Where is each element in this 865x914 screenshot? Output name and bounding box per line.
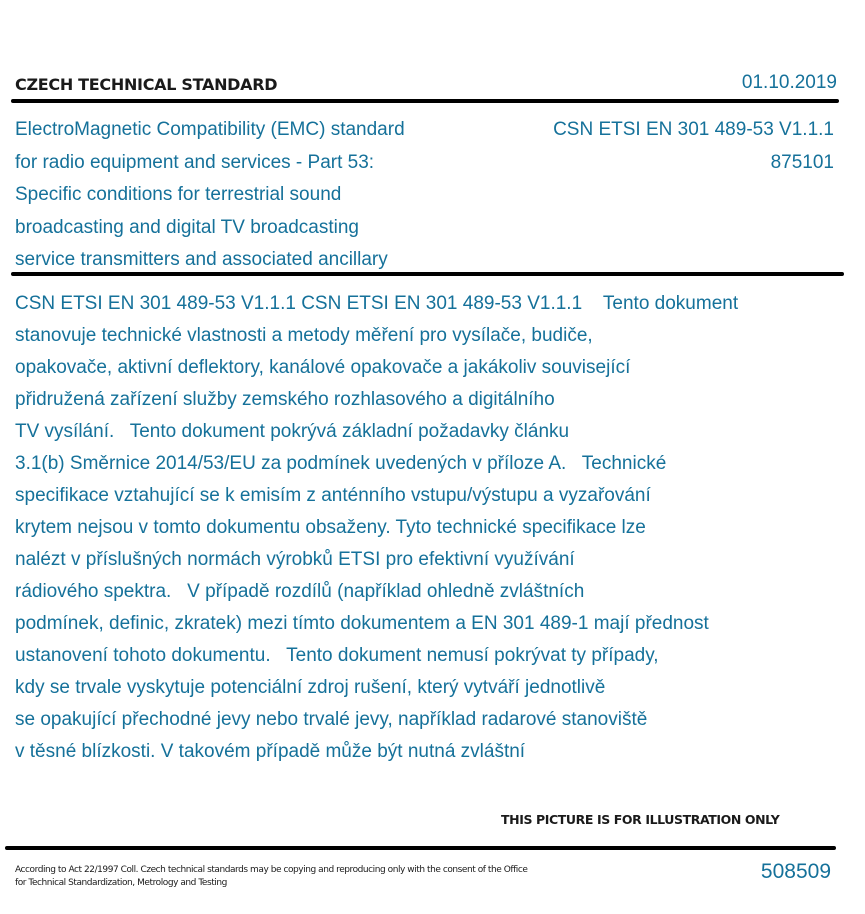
standard-code: CSN ETSI EN 301 489-53 V1.1.1 [553,119,834,140]
abstract-text [15,288,738,768]
title-line: for radio equipment and services - Part 53: [15,151,375,173]
footer-divider [5,846,836,850]
abstract-line: TV vysílání. Tento dokument pokrývá základní požadavky článku [15,421,570,442]
standard-identifiers [553,114,834,179]
title-line: service transmitters and associated ancillary [15,249,388,270]
abstract-line: rádiového spektra. V případě rozdílů (například ohledně zvláštních [15,581,585,602]
legal-line: for Technical Standardization, Metrology and Testing [15,878,227,888]
abstract-line: kdy se trvale vyskytuje potenciální zdroj rušení, který vytváří jednotlivě [15,677,606,698]
class-number: 875101 [770,151,834,173]
illustration-disclaimer: THIS PICTURE IS FOR ILLUSTRATION ONLY [501,812,780,827]
title-divider [11,272,844,276]
standard-type-label: CZECH TECHNICAL STANDARD [15,75,278,94]
legal-notice [15,864,527,890]
document-number: 508509 [760,860,831,883]
header-divider [11,99,839,103]
abstract-line: ustanovení tohoto dokumentu. Tento dokument nemusí pokrývat ty případy, [15,645,659,666]
abstract-line: 3.1(b) Směrnice 2014/53/EU za podmínek uvedených v příloze A. Technické [15,453,667,474]
publication-date: 01.10.2019 [741,72,837,93]
title-line: Specific conditions for terrestrial sound [15,184,342,205]
title-line: broadcasting and digital TV broadcasting [15,216,359,238]
abstract-line: přidružená zařízení služby zemského rozhlasového a digitálního [15,389,555,410]
title-line: ElectroMagnetic Compatibility (EMC) standard [15,119,405,140]
abstract-line: krytem nejsou v tomto dokumentu obsaženy. Tyto technické specifikace lze [15,517,646,538]
legal-line: According to Act 22/1997 Coll. Czech technical standards may be copying and reproducing only with the consent of the Office [15,865,528,875]
abstract-line: nalézt v příslušných normách výrobků ETSI pro efektivní využívání [15,549,575,570]
abstract-line: v těsné blízkosti. V takovém případě může být nutná zvláštní [15,741,526,762]
abstract-line: CSN ETSI EN 301 489-53 V1.1.1 CSN ETSI EN 301 489-53 V1.1.1 Tento dokument [15,293,739,314]
abstract-line: podmínek, definic, zkratek) mezi tímto dokumentem a EN 301 489-1 mají přednost [15,613,709,634]
abstract-line: stanovuje technické vlastnosti a metody měření pro vysílače, budiče, [15,325,593,346]
abstract-line: specifikace vztahující se k emisím z anténního vstupu/výstupu a vyzařování [15,485,651,506]
abstract-line: opakovače, aktivní deflektory, kanálové opakovače a jakákoliv související [15,357,631,378]
standard-title [15,114,485,277]
abstract-line: se opakující přechodné jevy nebo trvalé jevy, například radarové stanoviště [15,709,648,730]
